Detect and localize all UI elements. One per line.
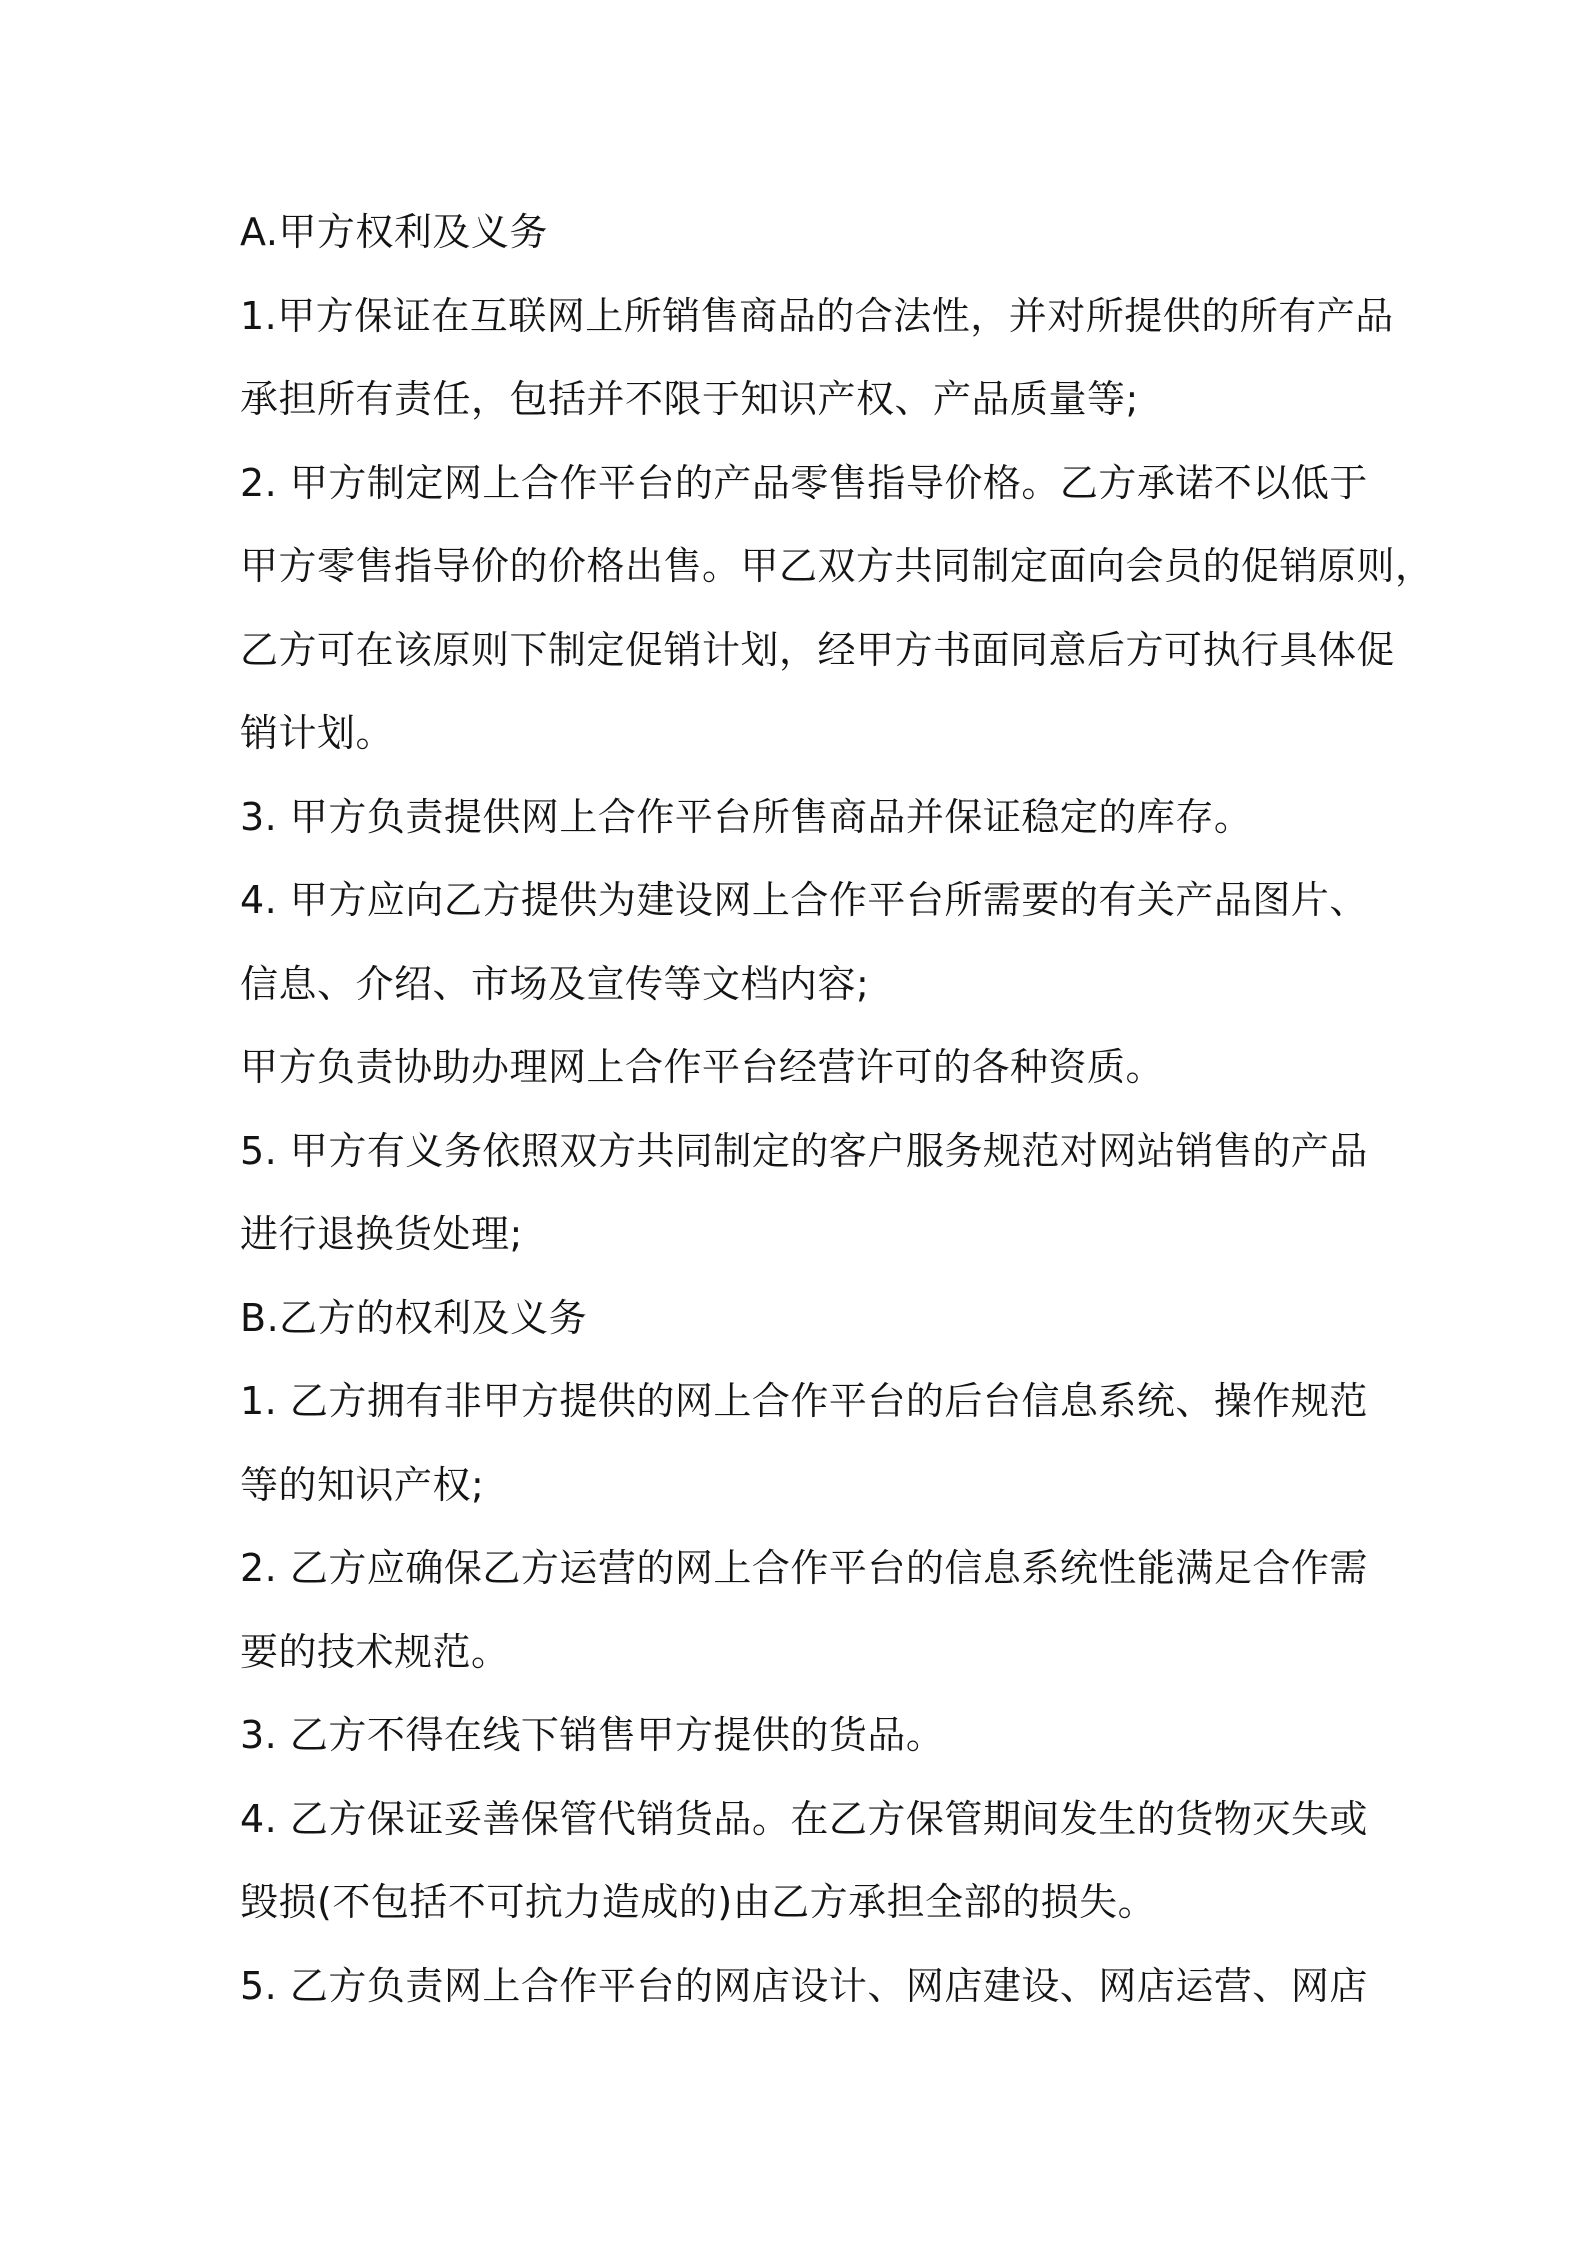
paragraph-line: 承担所有责任，包括并不限于知识产权、产品质量等; xyxy=(240,377,1139,421)
paragraph-line: 5. 甲方有义务依照双方共同制定的客户服务规范对网站销售的产品 xyxy=(240,1128,1368,1173)
paragraph-line: 进行退换货处理; xyxy=(240,1212,523,1256)
section-heading-a: A.甲方权利及义务 xyxy=(240,210,548,254)
paragraph-line: 1. 乙方拥有非甲方提供的网上合作平台的后台信息系统、操作规范 xyxy=(240,1379,1368,1423)
paragraph-line: 4. 乙方保证妥善保管代销货品。在乙方保管期间发生的货物灭失或 xyxy=(240,1796,1368,1841)
paragraph-line: 要的技术规范。 xyxy=(240,1629,510,1674)
paragraph-line: 甲方零售指导价的价格出售。甲乙双方共同制定面向会员的促销原则， xyxy=(240,544,1434,588)
paragraph-line: 2. 甲方制定网上合作平台的产品零售指导价格。乙方承诺不以低于 xyxy=(240,460,1368,505)
paragraph-line: 信息、介绍、市场及宣传等文档内容; xyxy=(240,961,870,1006)
paragraph-line: 3. 甲方负责提供网上合作平台所售商品并保证稳定的库存。 xyxy=(240,794,1253,839)
paragraph-line: 毁损(不包括不可抗力造成的)由乙方承担全部的损失。 xyxy=(240,1880,1157,1924)
paragraph-line: 5. 乙方负责网上合作平台的网店设计、网店建设、网店运营、网店 xyxy=(240,1963,1368,2008)
paragraph-line: 等的知识产权; xyxy=(240,1462,485,1507)
paragraph-line: 2. 乙方应确保乙方运营的网上合作平台的信息系统性能满足合作需 xyxy=(240,1546,1368,1590)
section-heading-b: B.乙方的权利及义务 xyxy=(240,1295,588,1340)
paragraph-line: 3. 乙方不得在线下销售甲方提供的货品。 xyxy=(240,1713,945,1757)
paragraph-line: 销计划。 xyxy=(240,711,395,755)
paragraph-line: 1.甲方保证在互联网上所销售商品的合法性，并对所提供的所有产品 xyxy=(240,293,1394,338)
document-body xyxy=(240,197,1434,2034)
paragraph-line: 甲方负责协助办理网上合作平台经营许可的各种资质。 xyxy=(240,1045,1165,1089)
paragraph-line: 4. 甲方应向乙方提供为建设网上合作平台所需要的有关产品图片、 xyxy=(240,878,1368,922)
paragraph-line: 乙方可在该原则下制定促销计划，经甲方书面同意后方可执行具体促 xyxy=(240,627,1396,672)
